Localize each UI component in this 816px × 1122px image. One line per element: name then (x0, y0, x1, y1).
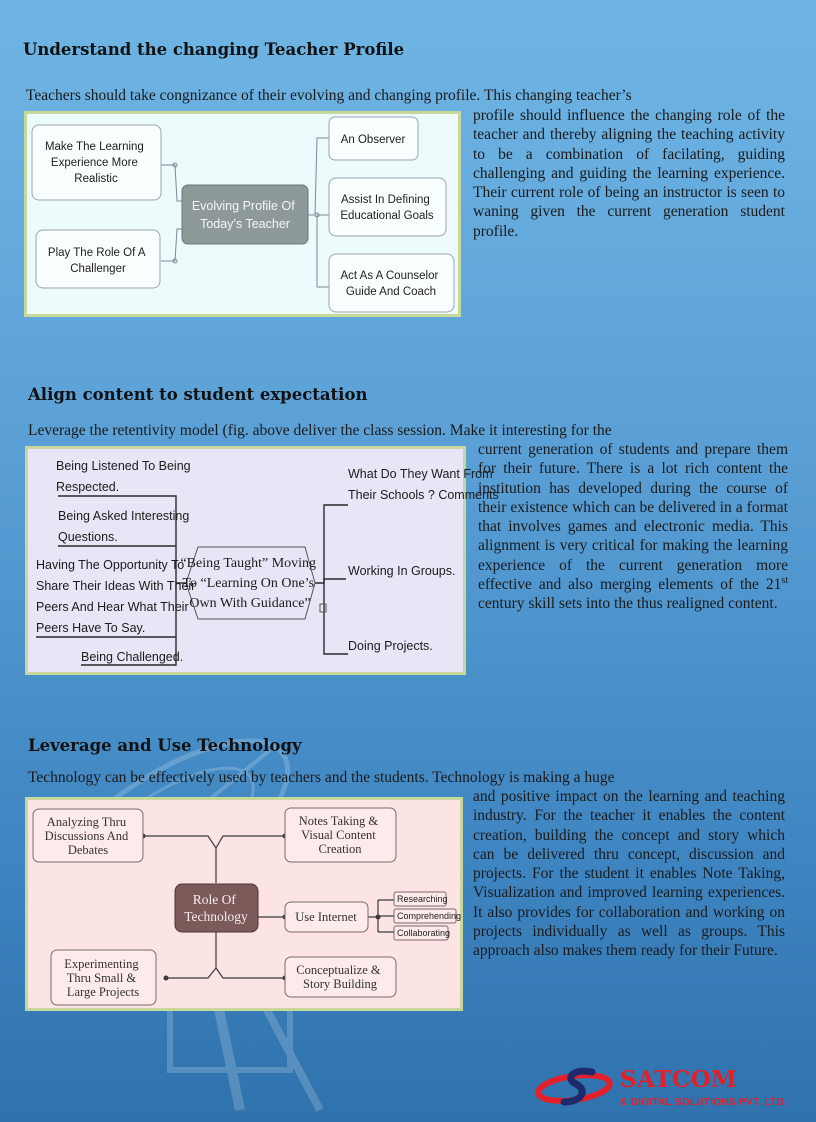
section-lead-technology: Technology can be effectively used by teachers and the students. Technology is making a huge (28, 769, 615, 786)
node-educational-goals-label: Assist In Defining Educational Goals (340, 194, 434, 222)
left-node-questions: Being Asked Interesting Questions. (58, 509, 190, 544)
section-heading-technology: Leverage and Use Technology (28, 736, 302, 755)
node-challenger-label: Play The Role Of A Challenger (47, 247, 145, 275)
section-body-technology: and positive impact on the learning and teaching industry. For the teacher it enables the content creation, building the concept and story which can be delivered thru concept, discussion and projects. For the student it enables Note Taking, Visualization and improved learning experiences. It also provides for collaboration and working on projects individually as well as groups. This approach also makes them ready for their Future. (473, 788, 785, 960)
node-researching-label: Researching (397, 894, 448, 904)
node-evolving-profile-label: Evolving Profile Of Today’s Teacher (191, 199, 295, 231)
section-body-teacher-profile: profile should influence the changing role of the teacher and thereby aligning the teaching activity to be a combination of facilating, guiding challenging and guiding the learning experience. Their current role of being an instructor is seen to waning given the current generation student profile. (473, 107, 785, 240)
left-node-respected: Being Listened To Being Respected. (56, 459, 191, 494)
right-node-comments: What Do They Want From Their Schools ? Comments (348, 467, 499, 502)
node-analyzing-label: Analyzing Thru Discussions And Debates (44, 815, 129, 857)
node-challenger (36, 230, 160, 288)
node-counselor-label: Act As A Counselor Guide And Coach (340, 270, 439, 298)
student-expectation-diagram (25, 446, 499, 675)
teacher-profile-diagram (24, 111, 461, 317)
node-notes-taking-label: Notes Taking & Visual Content Creation (298, 814, 379, 856)
logo-company-name: SATCOM (620, 1066, 738, 1093)
center-node-learning-label: “Being Taught” Moving To “Learning On One’s Own With Guidance” (180, 556, 317, 611)
section-lead-teacher-profile: Teachers should take congnizance of their evolving and changing profile. This changing teacher’s (26, 87, 632, 104)
section-heading-align-content: Align content to student expectation (28, 385, 368, 404)
left-node-challenged: Being Challenged. (81, 650, 184, 664)
section-body-align-content: current generation of students and prepare them for their future. There is a lot rich content the institution has developed during the course of their existence which can be delivered in a format that involves games and electronic media. This alignment is very critical for making the learning experience of the current generation more effective and also merging elements of the 21st century skill sets into the thus realigned content. (478, 441, 788, 613)
logo-company-subtitle: & DIGITAL SOLUTIONS PVT. LTD. (620, 1097, 788, 1108)
node-comprehending-label: Comprehending (397, 911, 462, 921)
technology-role-diagram (25, 797, 463, 1011)
node-role-of-technology-label: Role Of Technology (184, 892, 248, 924)
node-experimenting-label: Experimenting Thru Small & Large Projects (64, 957, 140, 999)
satcom-swoosh-icon (534, 1064, 620, 1112)
right-node-groups: Working In Groups. (348, 564, 456, 578)
node-evolving-profile-center (182, 185, 308, 244)
node-educational-goals (329, 178, 446, 236)
node-observer-label: An Observer (340, 134, 406, 146)
section-lead-align-content: Leverage the retentivity model (fig. above deliver the class session. Make it interesting for the (28, 422, 612, 439)
right-node-projects: Doing Projects. (348, 639, 433, 653)
node-conceptualize-label: Conceptualize & Story Building (296, 963, 381, 991)
left-node-share-ideas: Having The Opportunity To Share Their Ideas With Their Peers And Hear What Their Peers Have To Say. (36, 558, 196, 635)
node-counselor (329, 254, 454, 312)
node-realistic-experience-label: Make The Learning Experience More Realistic (44, 141, 144, 185)
node-collaborating-label: Collaborating (397, 928, 451, 938)
section-heading-teacher-profile: Understand the changing Teacher Profile (23, 40, 405, 59)
satcom-logo (534, 1064, 804, 1114)
node-use-internet-label: Use Internet (295, 910, 357, 924)
